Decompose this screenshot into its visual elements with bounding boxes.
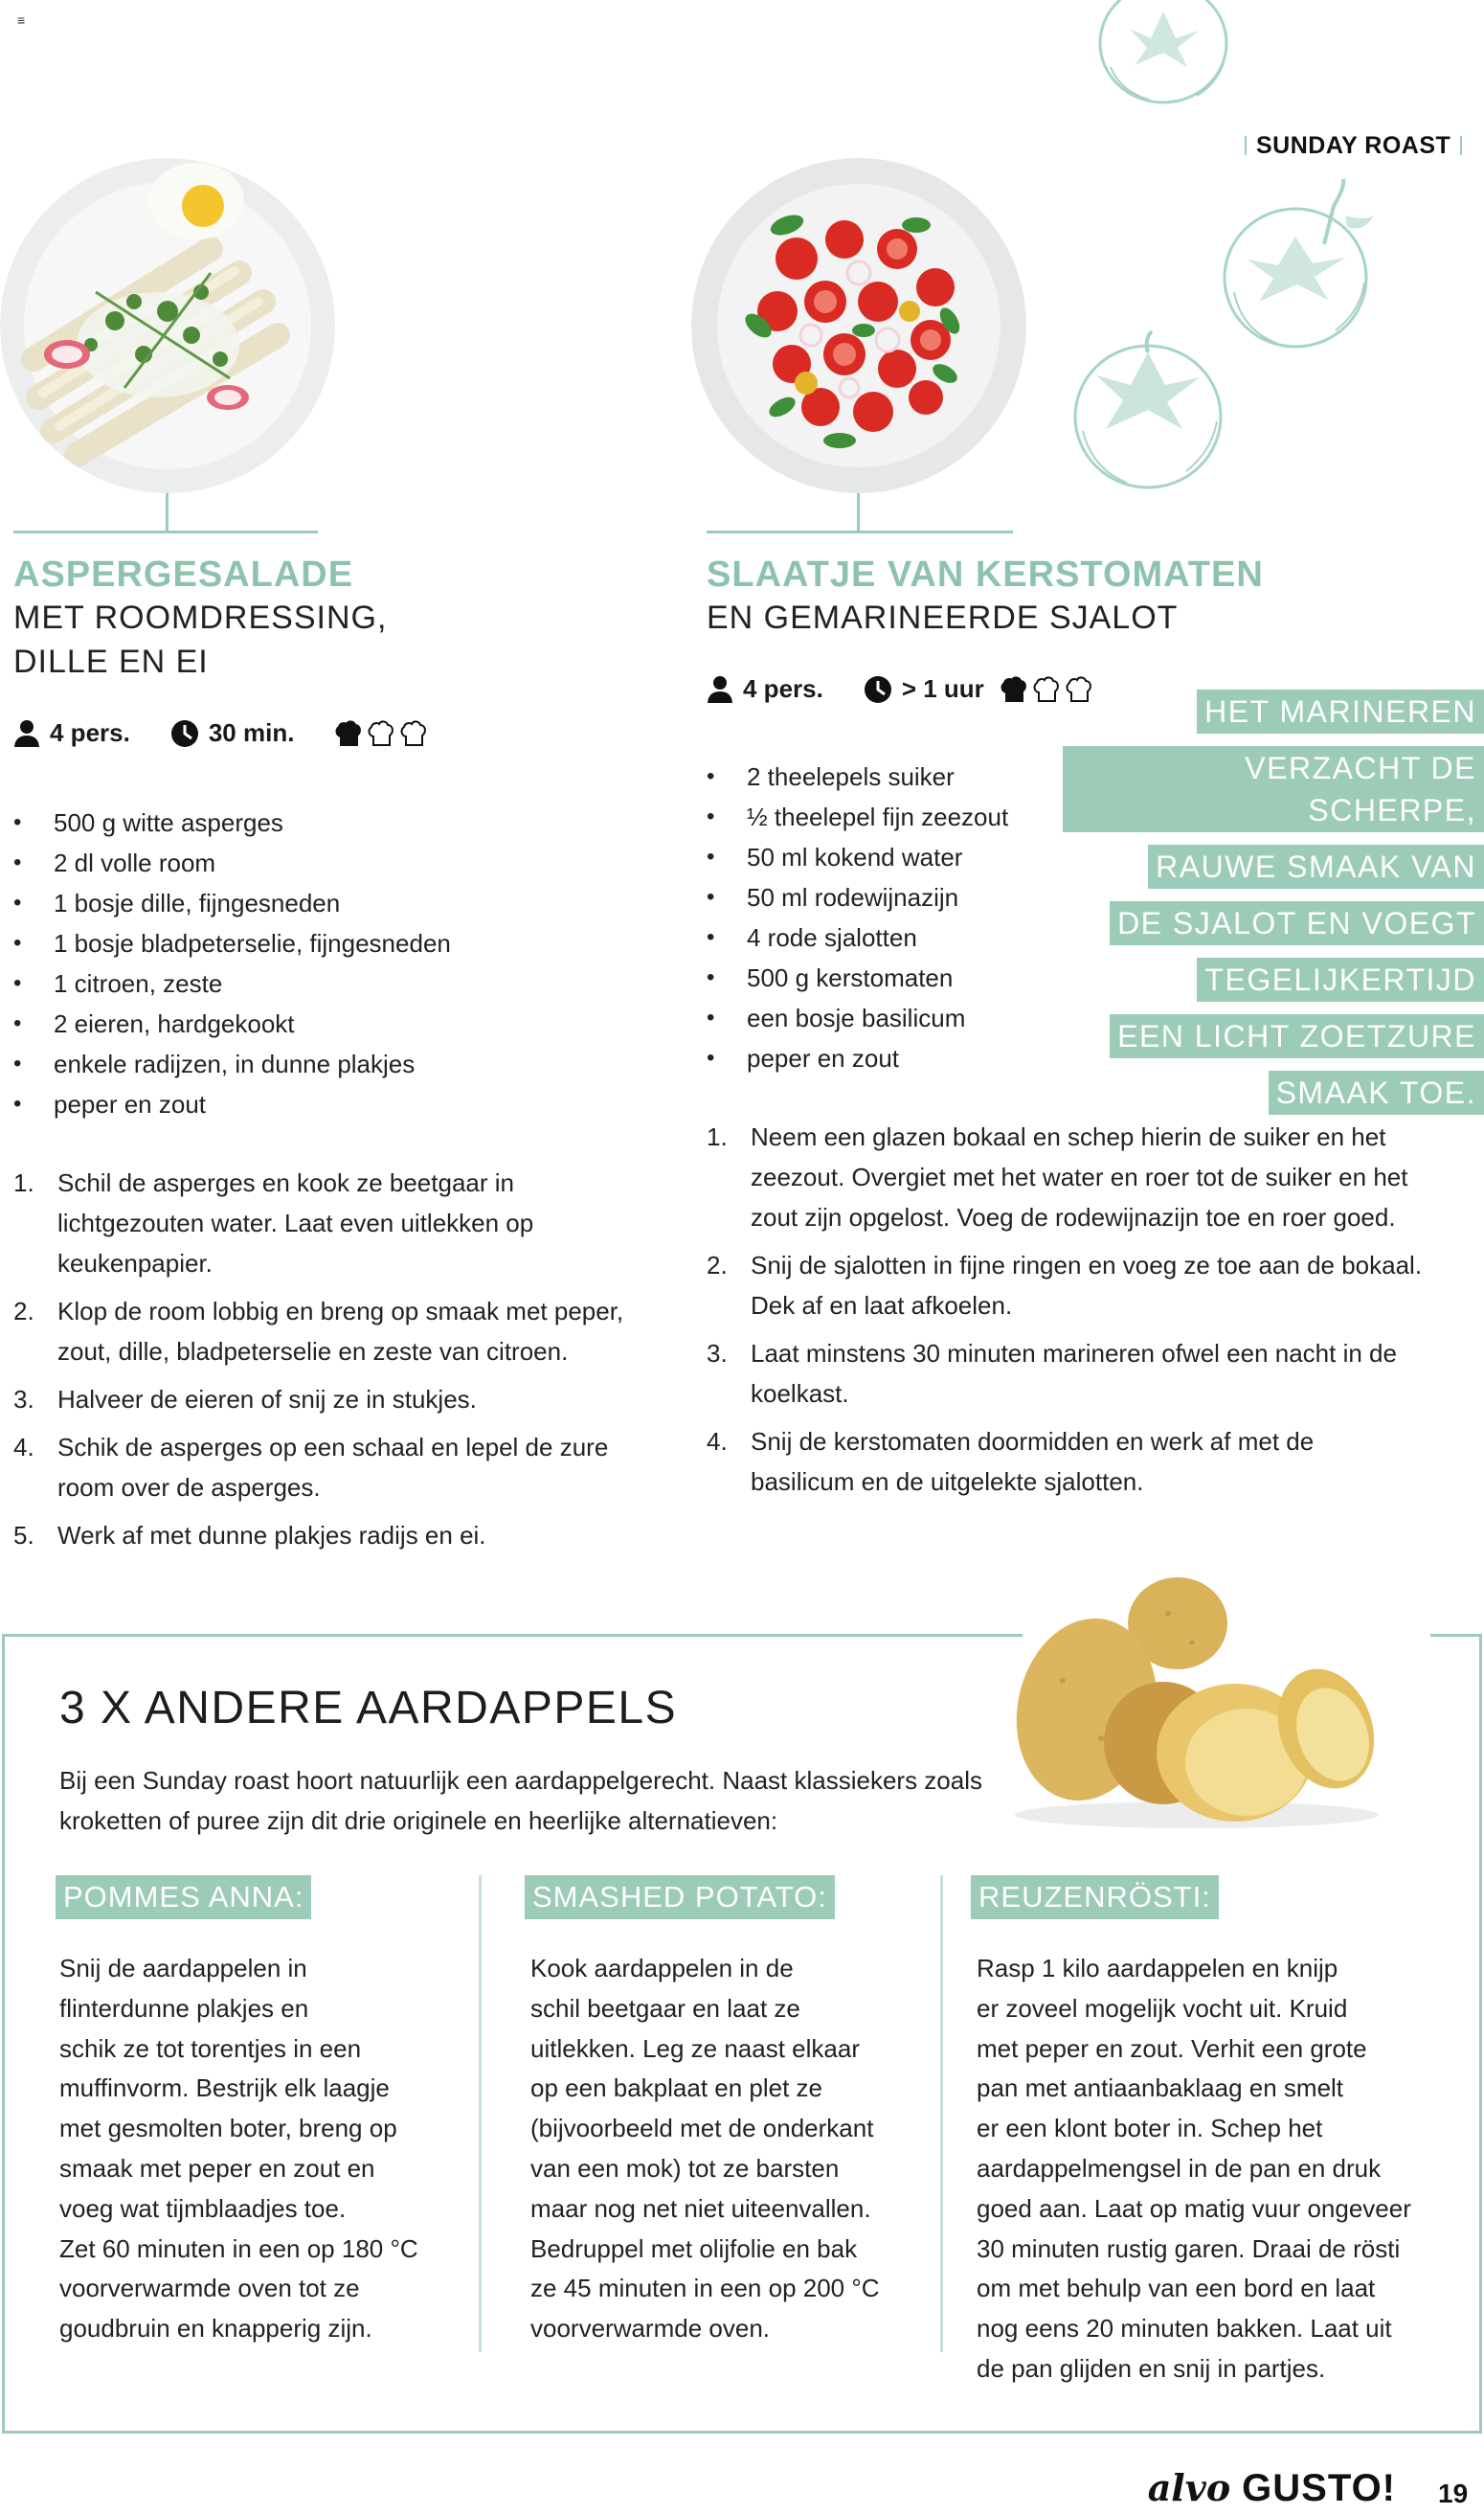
brand-alvo: alvo — [1147, 2466, 1231, 2509]
person-icon — [13, 719, 40, 748]
step-item — [707, 1421, 1423, 1502]
left-photo-connector — [166, 493, 169, 533]
potato-box-title: 3 X ANDERE AARDAPPELS — [59, 1683, 678, 1733]
chef-hat-icon — [399, 719, 428, 748]
step-item — [707, 1333, 1423, 1414]
chef-hat-icon — [1032, 675, 1061, 704]
chef-hat-icon — [334, 719, 363, 748]
brand-logo — [1148, 2466, 1396, 2510]
ingredient-item: • 1 bosje dille, fijngesneden — [13, 883, 607, 923]
step-number: 4. — [13, 1433, 34, 1461]
step-number: 3. — [13, 1385, 34, 1414]
step-item — [13, 1379, 655, 1419]
ingredient-item: • 50 ml kokend water — [707, 837, 1109, 877]
right-recipe-subtitle: EN GEMARINEERDE SJALOT — [707, 600, 1179, 636]
right-recipe-title: SLAATJE VAN KERSTOMATEN — [707, 555, 1264, 595]
ingredient-item: • 2 dl volle room — [13, 843, 607, 883]
variant-body-reuzenrosti: Rasp 1 kilo aardappelen en knijp er zoveel mogelijk vocht uit. Kruid met peper en zout. Verhit een grote pan met antiaanbaklaag en smelt er een klont boter in. Schep het aardappelmengsel in de pan en druk goed aan. Laat op matig vuur ongeveer 30 minuten rustig garen. Draai de rösti om met behulp van een bord en laat nog eens 20 minuten bakken. Laat uit de pan glijden en snij in partjes. — [977, 1954, 1411, 2383]
clock-icon — [864, 675, 892, 704]
quote-line-text: EEN LICHT ZOETZURE — [1110, 1014, 1484, 1058]
left-step-list — [13, 1163, 655, 1563]
quote-line — [1063, 746, 1484, 832]
step-number: 1. — [13, 1168, 34, 1197]
left-ingredient-list — [13, 803, 607, 1124]
person-icon — [707, 675, 733, 704]
ingredient-item: • 4 rode sjalotten — [707, 917, 1109, 958]
step-text: Werk af met dunne plakjes radijs en ei. — [57, 1521, 486, 1550]
variant-heading-pommes-anna: POMMES ANNA: — [56, 1875, 311, 1919]
variant-body-smashed-potato: Kook aardappelen in de schil beetgaar en laat ze uitlekken. Leg ze naast elkaar op een bakplaat en plet ze (bijvoorbeeld met de onderkant van een mok) tot ze barsten maar nog net niet uiteenvallen. Bedruppel met olijfolie en bak ze 45 minuten in een op 200 °C voorverwarmde oven. — [530, 1954, 880, 2344]
left-persons: 4 pers. — [50, 718, 130, 747]
ingredient-item: • peper en zout — [707, 1038, 1109, 1078]
page-number: 19 — [1438, 2479, 1469, 2508]
ingredient-item: • 1 bosje bladpeterselie, fijngesneden — [13, 923, 607, 963]
step-item — [707, 1117, 1423, 1237]
section-tag-bar-right — [1460, 136, 1462, 155]
left-difficulty-rating — [334, 719, 428, 748]
left-recipe-subtitle-1: MET ROOMDRESSING, — [13, 600, 388, 636]
step-text: Neem een glazen bokaal en schep hierin de suiker en het zeezout. Overgiet met het water en roer tot de suiker en het zout zijn opgelost. Voeg de rodewijnazijn toe en roer goed. — [751, 1122, 1408, 1232]
right-recipe-meta — [707, 674, 1093, 704]
ingredient-item: • een bosje basilicum — [707, 998, 1109, 1038]
right-title-rule — [707, 531, 1013, 533]
ingredient-item: • 50 ml rodewijnazijn — [707, 877, 1109, 917]
right-time: > 1 uur — [901, 674, 984, 703]
right-ingredient-list — [707, 757, 1109, 1078]
variant-body-pommes-anna: Snij de aardappelen in flinterdunne plakjes en schik ze tot torentjes in een muffinvorm. Bestrijk elk laagje met gesmolten boter, breng op smaak met peper en zout en voeg wat tijmblaadjes toe. Zet 60 minuten in een op 180 °C voorverwarmde oven tot ze goudbruin en knapperig zijn. — [59, 1954, 418, 2344]
step-text: Snij de kerstomaten doormidden en werk af met de basilicum en de uitgelekte sjalotten. — [751, 1427, 1315, 1496]
step-number: 3. — [707, 1339, 728, 1368]
left-title-rule — [13, 531, 318, 533]
step-text: Klop de room lobbig en breng op smaak met peper, zout, dille, bladpeterselie en zeste van citroen. — [57, 1297, 624, 1366]
left-recipe-title: ASPERGESALADE — [13, 555, 354, 595]
clock-icon — [170, 719, 199, 748]
quote-line — [1063, 845, 1484, 889]
section-tag-bar-left — [1245, 136, 1247, 155]
step-text: Schik de asperges op een schaal en lepel de zure room over de asperges. — [57, 1433, 609, 1502]
variant-heading-reuzenrosti: REUZENRÖSTI: — [971, 1875, 1219, 1919]
variant-heading-smashed-potato: SMASHED POTATO: — [525, 1875, 835, 1919]
step-text: Snij de sjalotten in fijne ringen en voeg ze toe aan de bokaal. Dek af en laat afkoelen. — [751, 1251, 1423, 1320]
chef-hat-icon — [367, 719, 395, 748]
pull-quote — [1063, 690, 1484, 1127]
ingredient-item: • enkele radijzen, in dunne plakjes — [13, 1044, 607, 1084]
quote-line — [1063, 1071, 1484, 1115]
step-item — [13, 1515, 655, 1555]
tomato-sketch-top-icon — [1091, 0, 1235, 110]
step-item — [707, 1245, 1423, 1325]
step-number: 1. — [707, 1122, 728, 1151]
step-number: 2. — [707, 1251, 728, 1280]
tomato-sketch-middle-icon — [1068, 326, 1230, 498]
ingredient-item: • ½ theelepel fijn zeezout — [707, 797, 1109, 837]
step-text: Schil de asperges en kook ze beetgaar in lichtgezouten water. Laat even uitlekken op keukenpapier. — [57, 1168, 534, 1278]
column-divider-2 — [940, 1875, 943, 2352]
tomato-sketch-right-icon — [1221, 177, 1383, 359]
quote-line-text: SMAAK TOE. — [1269, 1071, 1484, 1115]
ingredient-item: • 1 citroen, zeste — [13, 963, 607, 1004]
right-step-list — [707, 1117, 1423, 1509]
quote-line — [1063, 901, 1484, 945]
step-number: 2. — [13, 1297, 34, 1325]
quote-line-text: HET MARINEREN — [1197, 690, 1484, 734]
brand-gusto: GUSTO! — [1242, 2467, 1396, 2509]
quote-line — [1063, 690, 1484, 734]
menu-icon[interactable]: ≡ — [17, 12, 26, 28]
step-text: Halveer de eieren of snij ze in stukjes. — [57, 1385, 477, 1414]
step-number: 5. — [13, 1521, 34, 1550]
ingredient-item: • 500 g kerstomaten — [707, 958, 1109, 998]
right-persons: 4 pers. — [743, 674, 823, 703]
left-recipe-subtitle-2: DILLE EN EI — [13, 644, 209, 680]
step-number: 4. — [707, 1427, 728, 1456]
step-item — [13, 1291, 655, 1371]
ingredient-item: • 2 eieren, hardgekookt — [13, 1004, 607, 1044]
quote-line — [1063, 958, 1484, 1002]
step-item — [13, 1427, 655, 1507]
left-recipe-meta — [13, 718, 428, 748]
quote-line — [1063, 1014, 1484, 1058]
potato-box-intro: Bij een Sunday roast hoort natuurlijk een aardappelgerecht. Naast klassiekers zoals kroketten of puree zijn dit drie originele en heerlijke alternatieven: — [59, 1766, 982, 1835]
asparagus-salad-photo — [0, 158, 335, 493]
section-tag-label: SUNDAY ROAST — [1256, 132, 1451, 159]
quote-line-text: DE SJALOT EN VOEGT — [1110, 901, 1484, 945]
ingredient-item: • 2 theelepels suiker — [707, 757, 1109, 797]
potatoes-photo — [996, 1566, 1398, 1834]
right-photo-connector — [857, 493, 860, 533]
section-tag — [1235, 132, 1484, 165]
tomato-salad-photo — [691, 158, 1026, 493]
ingredient-item: • 500 g witte asperges — [13, 803, 607, 843]
left-time: 30 min. — [208, 718, 295, 747]
quote-line-text: TEGELIJKERTIJD — [1197, 958, 1484, 1002]
step-item — [13, 1163, 655, 1283]
step-text: Laat minstens 30 minuten marineren ofwel een nacht in de koelkast. — [751, 1339, 1397, 1408]
quote-line-text: RAUWE SMAAK VAN — [1148, 845, 1484, 889]
ingredient-item: • peper en zout — [13, 1084, 607, 1124]
chef-hat-icon — [1000, 675, 1028, 704]
quote-line-text: VERZACHT DE SCHERPE, — [1063, 746, 1484, 832]
column-divider-1 — [479, 1875, 482, 2352]
